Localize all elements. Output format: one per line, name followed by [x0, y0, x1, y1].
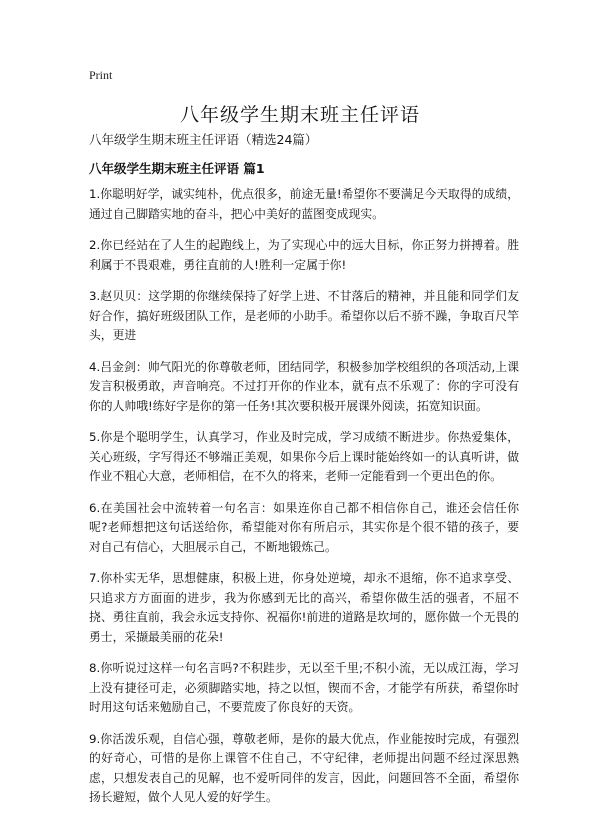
document-subtitle: 八年级学生期末班主任评语（精选24篇）: [89, 132, 318, 147]
paragraph: 1.你聪明好学，诚实纯朴，优点很多，前途无量!希望你不要满足今天取得的成绩，通过自己脚踏实地的奋斗，把心中美好的蓝图变成现实。: [89, 187, 519, 221]
paragraph: 8.你听说过这样一句名言吗?不积跬步，无以至千里;不积小流，无以成江海，学习上没有捷径可走，必须脚踏实地，持之以恒，锲而不舍，才能学有所获，希望你时时用这句话来勉励自己，不要荒废了你良好的天资。: [89, 661, 519, 714]
paragraph: 6.在美国社会中流转着一句名言：如果连你自己都不相信你自己，谁还会信任你呢?老师想把这句话送给你，希望能对你有所启示，其实你是个很不错的孩子，要对自己有信心，大胆展示自己，不断地锻炼己。: [89, 500, 519, 554]
paragraph: 4.吕金剑：帅气阳光的你尊敬老师，团结同学，积极参加学校组织的各项活动,上课发言积极勇敢，声音响亮。不过打开你的作业本，就有点不乐观了：你的字可没有你的人帅哦!练好字是你的第一任务!其次要积极开展课外阅读，拓宽知识面。: [89, 359, 519, 413]
print-link[interactable]: Print: [89, 68, 113, 82]
paragraph: 7.你朴实无华，思想健康，积极上进，你身处逆境，却永不退缩，你不追求享受、只追求方方面面的进步，我为你感到无比的高兴，希望你做生活的强者，不屈不挠、勇往直前，我会永远支持你、祝福你!前进的道路是坎坷的，愿你做一个无畏的勇士，采撷最美丽的花朵!: [89, 571, 519, 644]
section-heading: 八年级学生期末班主任评语 篇1: [89, 161, 265, 176]
page-title: 八年级学生期末班主任评语: [179, 104, 420, 126]
document-body: [89, 185, 519, 820]
paragraph: 2.你已经站在了人生的起跑线上，为了实现心中的远大目标，你正努力拼搏着。胜利属于不畏艰难，勇往直前的人!胜利一定属于你!: [89, 238, 519, 272]
paragraph: 5.你是个聪明学生，认真学习，作业及时完成，学习成绩不断进步。你热爱集体，关心班级，字写得还不够端正美观，如果你今后上课时能始终如一的认真听讲，做作业不粗心大意，老师相信，在不久的将来，老师一定能看到一个更出色的你。: [89, 430, 519, 483]
paragraph: 9.你活泼乐观，自信心强，尊敬老师，是你的最大优点，作业能按时完成，有强烈的好奇心，可惜的是你上课管不住自己，不守纪律，老师提出问题不经过深思熟虑，只想发表自己的见解，也不爱听同伴的发言，因此，问题回答不全面，希望你扬长避短，做个人见人爱的好学生。: [89, 731, 519, 804]
paragraph: 3.赵贝贝：这学期的你继续保持了好学上进、不甘落后的精神，并且能和同学们友好合作，搞好班级团队工作，是老师的小助手。希望你以后不骄不躁，争取百尺竿头，更进: [89, 289, 519, 342]
